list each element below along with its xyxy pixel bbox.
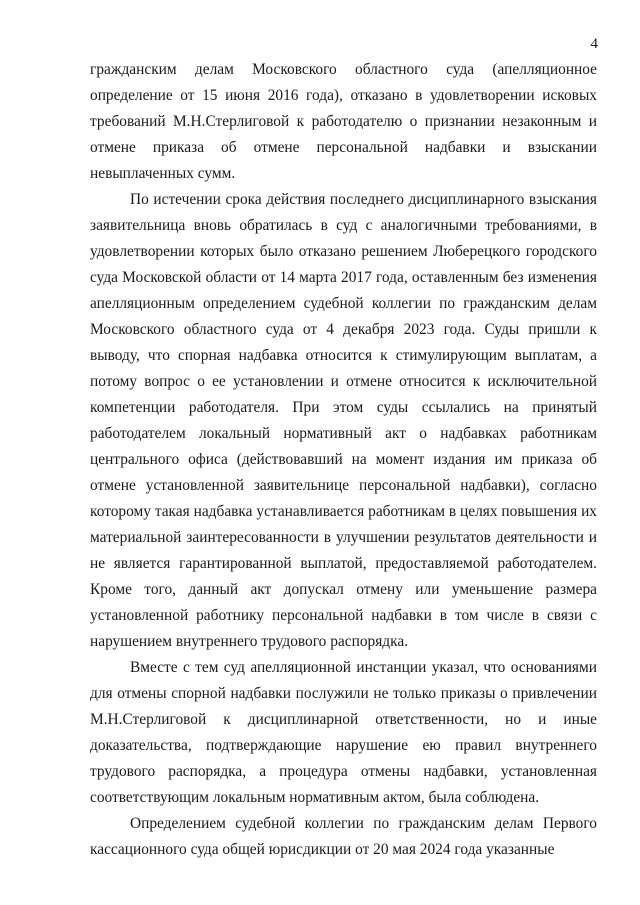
paragraph-1: гражданским делам Московского областного суда (апелляционное определение от 15 июня 2016 года), отказано в удовлетворении исковых требований М.Н.Стерлиговой к работодателю о признании незаконным и отмене приказа об отмене персональной надбавки и взыскании невыплаченных сумм. (90, 61, 597, 182)
paragraph-2: По истечении срока действия последнего дисциплинарного взыскания заявительница вновь обратилась в суд с аналогичными требованиями, в удовлетворении которых было отказано решением Люберецкого городского суда Московской области от 14 марта 2017 года, оставленным без изменения апелляционным определением судебной коллегии по гражданским делам Московского областного суда от 4 декабря 2023 года. Суды пришли к выводу, что спорная надбавка относится к стимулирующим выплатам, а потому вопрос о ее установлении и отмене относится к исключительной компетенции работодателя. При этом суды ссылались на принятый работодателем локальный нормативный акт о надбавках работникам центрального офиса (действовавший на момент издания им приказа об отмене установленной заявительнице персональной надбавки), согласно которому такая надбавка устанавливается работникам в целях повышения их материальной заинтересованности в улучшении результатов деятельности и не является гарантированной выплатой, предоставляемой работодателем. Кроме того, данный акт допускал отмену или уменьшение размера установленной работнику персональной надбавки в том числе в связи с нарушением внутреннего трудового распорядка. (90, 191, 597, 650)
paragraph-4: Определением судебной коллегии по гражданским делам Первого кассационного суда общей юрисдикции от 20 мая 2024 года указанные (90, 815, 597, 858)
page-number: 4 (590, 36, 598, 52)
paragraph-3: Вместе с тем суд апелляционной инстанции указал, что основаниями для отмены спорной надбавки послужили не только приказы о привлечении М.Н.Стерлиговой к дисциплинарной ответственности, но и иные доказательства, подтверждающие нарушение ею правил внутреннего трудового распорядка, а процедура отмены надбавки, установленная соответствующим локальным нормативным актом, была соблюдена. (90, 659, 597, 806)
document-body (90, 57, 597, 863)
